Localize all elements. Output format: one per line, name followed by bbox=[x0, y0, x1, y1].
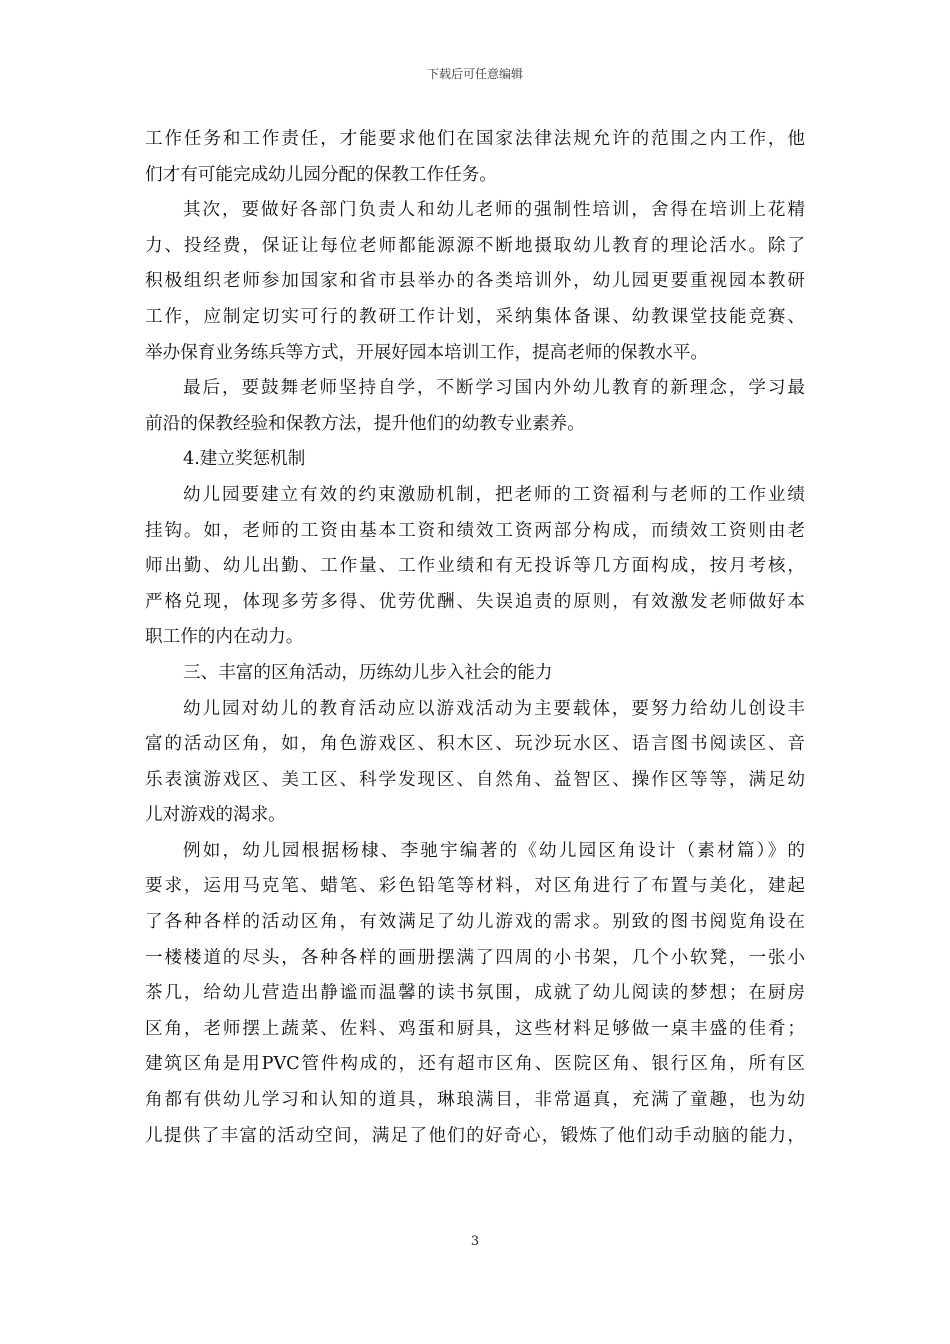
text-line: 建筑区角是用PVC管件构成的，还有超市区角、医院区角、银行区角，所有区 bbox=[145, 1054, 805, 1075]
text-line: 角都有供幼儿学习和认知的道具，琳琅满目，非常逼真，充满了童趣，也为幼 bbox=[145, 1090, 805, 1111]
text-line: 其次，要做好各部门负责人和幼儿老师的强制性培训，舍得在培训上花精 bbox=[183, 200, 805, 221]
text-line: 要求，运用马克笔、蜡笔、彩色铅笔等材料，对区角进行了布置与美化，建起 bbox=[145, 876, 805, 897]
text-line: 工作，应制定切实可行的教研工作计划，采纳集体备课、幼教课堂技能竞赛、 bbox=[145, 306, 805, 327]
page-header: 下载后可任意编辑 bbox=[426, 67, 523, 81]
text-line: 工作任务和工作责任，才能要求他们在国家法律法规允许的范围之内工作，他 bbox=[145, 129, 805, 149]
text-line: 了各种各样的活动区角，有效满足了幼儿游戏的需求。别致的图书阅览角设在 bbox=[145, 912, 805, 933]
text-line: 乐表演游戏区、美工区、科学发现区、自然角、益智区、操作区等等，满足幼 bbox=[145, 769, 805, 790]
page-number: 3 bbox=[470, 1234, 480, 1249]
text-line: 职工作的内在动力。 bbox=[145, 627, 304, 648]
text-line: 力、投经费，保证让每位老师都能源源不断地摄取幼儿教育的理论活水。除了 bbox=[145, 235, 805, 256]
text-line: 挂钩。如，老师的工资由基本工资和绩效工资两部分构成，而绩效工资则由老 bbox=[145, 520, 805, 541]
text-line: 富的活动区角，如，角色游戏区、积木区、玩沙玩水区、语言图书阅读区、音 bbox=[145, 734, 805, 755]
text-line: 儿对游戏的渴求。 bbox=[145, 805, 286, 826]
text-line: 茶几，给幼儿营造出静谧而温馨的读书氛围，成就了幼儿阅读的梦想；在厨房 bbox=[145, 983, 805, 1004]
text-line: 们才有可能完成幼儿园分配的保教工作任务。 bbox=[145, 164, 497, 185]
text-line: 举办保育业务练兵等方式，开展好园本培训工作，提高老师的保教水平。 bbox=[145, 342, 709, 363]
text-line: 幼儿园对幼儿的教育活动应以游戏活动为主要载体，要努力给幼儿创设丰 bbox=[183, 698, 805, 719]
text-line: 一楼楼道的尽头，各种各样的画册摆满了四周的小书架，几个小软凳，一张小 bbox=[145, 947, 805, 968]
text-line: 儿提供了丰富的活动空间，满足了他们的好奇心，锻炼了他们动手动脑的能力， bbox=[145, 1125, 805, 1146]
text-line: 幼儿园要建立有效的约束激励机制，把老师的工资福利与老师的工作业绩 bbox=[183, 484, 805, 505]
text-line: 前沿的保教经验和保教方法，提升他们的幼教专业素养。 bbox=[145, 413, 585, 434]
text-line: 积极组织老师参加国家和省市县举办的各类培训外，幼儿园更要重视园本教研 bbox=[145, 271, 805, 292]
text-line: 最后，要鼓舞老师坚持自学，不断学习国内外幼儿教育的新理念，学习最 bbox=[183, 378, 805, 399]
section-heading: 4.建立奖惩机制 bbox=[183, 449, 306, 470]
text-line: 师出勤、幼儿出勤、工作量、工作业绩和有无投诉等几方面构成，按月考核， bbox=[145, 556, 805, 577]
text-line: 严格兑现，体现多劳多得、优劳优酬、失误追责的原则，有效激发老师做好本 bbox=[145, 591, 805, 612]
text-line: 例如，幼儿园根据杨棣、李驰宇编著的《幼儿园区角设计（素材篇）》的 bbox=[183, 840, 805, 861]
text-line: 区角，老师摆上蔬菜、佐料、鸡蛋和厨具，这些材料足够做一桌丰盛的佳肴； bbox=[145, 1018, 805, 1039]
document-body bbox=[145, 122, 805, 1154]
section-heading: 三、丰富的区角活动，历练幼儿步入社会的能力 bbox=[183, 662, 553, 683]
